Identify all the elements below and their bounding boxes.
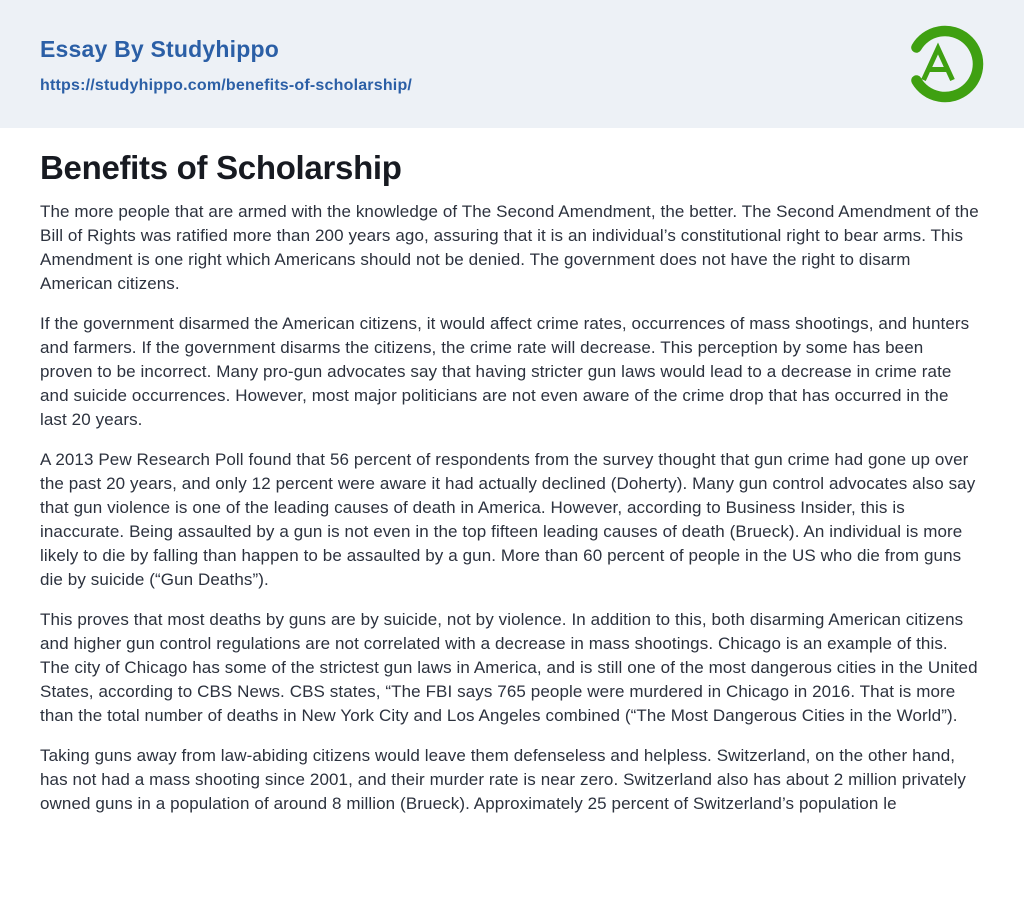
studyhippo-logo: [905, 23, 985, 105]
essay-paragraph-3: A 2013 Pew Research Poll found that 56 percent of respondents from the survey thought that gun crime had gone up over the past 20 years, and only 12 percent were aware it had actually declined (Doherty). Many gun control advocates also say that gun violence is one of the leading causes of death in America. However, according to Business Insider, this is inaccurate. Being assaulted by a gun is not even in the top fifteen leading causes of death (Brueck). An individual is more likely to die by falling than happen to be assaulted by a gun. More than 60 percent of people in the US who die from guns die by suicide (“Gun Deaths”).: [40, 449, 976, 589]
studyhippo-logo-icon: [905, 23, 985, 105]
page-header: [0, 0, 1024, 128]
logo-letter-a-icon: [924, 49, 953, 81]
site-title: Essay By Studyhippo: [40, 35, 279, 62]
essay-paragraph-1: The more people that are armed with the knowledge of The Second Amendment, the better. The Second Amendment of the Bill of Rights was ratified more than 200 years ago, assuring that it is an individual’s constitutional right to bear arms. This Amendment is one right which Americans should not be denied. The government does not have the right to disarm American citizens.: [40, 201, 979, 293]
essay-content: [0, 149, 1024, 816]
essay-paragraph-2: If the government disarmed the American citizens, it would affect crime rates, occurrences of mass shootings, and hunters and farmers. If the government disarms the citizens, the crime rate will decrease. This perception by some has been proven to be incorrect. Many pro-gun advocates say that having stricter gun laws would lead to a decrease in crime rate and suicide occurrences. However, most major politicians are not even aware of the crime drop that has occurred in the last 20 years.: [40, 313, 970, 429]
essay-paragraph-5: Taking guns away from law-abiding citizens would leave them defenseless and helpless. Switzerland, on the other hand, has not had a mass shooting since 2001, and their murder rate is near zero. Switzerland also has about 2 million privately owned guns in a population of around 8 million (Brueck). Approximately 25 percent of Switzerland’s population le: [40, 745, 966, 813]
essay-title: Benefits of Scholarship: [40, 149, 402, 186]
header-text-block: [40, 37, 412, 95]
page-url-link[interactable]: https://studyhippo.com/benefits-of-scholarship/: [40, 77, 413, 95]
essay-paragraph-4: This proves that most deaths by guns are by suicide, not by violence. In addition to this, both disarming American citizens and higher gun control regulations are not correlated with a decrease in mass shootings. Chicago is an example of this. The city of Chicago has some of the strictest gun laws in America, and is still one of the most dangerous cities in the United States, according to CBS News. CBS states, “The FBI says 765 people were murdered in Chicago in 2016. That is more than the total number of deaths in New York City and Los Angeles combined (“The Most Dangerous Cities in the World”).: [40, 609, 978, 725]
